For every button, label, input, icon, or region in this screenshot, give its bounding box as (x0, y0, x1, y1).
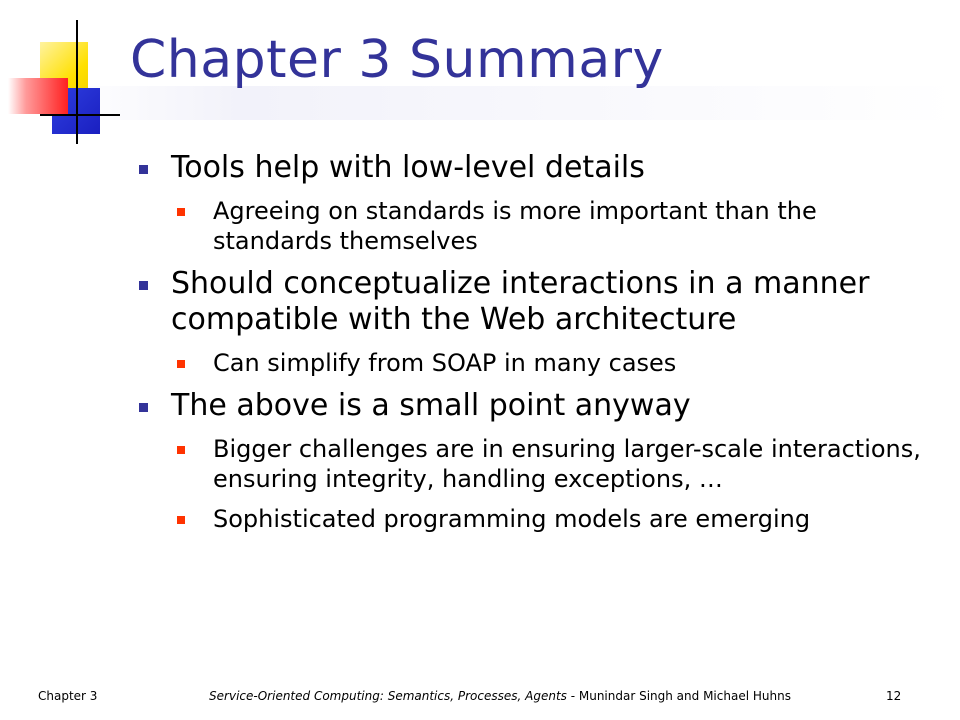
footer-chapter: Chapter 3 (38, 689, 98, 703)
slide-title: Chapter 3 Summary (130, 30, 664, 90)
bullet-item (136, 266, 936, 338)
sub-bullet-text: Agreeing on standards is more important than the standards themselves (213, 197, 817, 255)
template-logo-icon (0, 0, 140, 150)
bullet-text: Tools help with low-level details (171, 150, 645, 185)
footer-book-title: Service-Oriented Computing: Semantics, Processes, Agents (209, 689, 567, 703)
sub-bullet-text: Sophisticated programming models are emerging (213, 505, 811, 533)
square-bullet-icon (139, 403, 148, 412)
sub-bullet-item (176, 434, 936, 494)
square-bullet-icon (177, 446, 185, 454)
bullet-item (136, 150, 936, 186)
square-bullet-icon (177, 360, 185, 368)
bullet-text: Should conceptualize interactions in a manner compatible with the Web architecture (171, 266, 870, 337)
sub-bullet-text: Can simplify from SOAP in many cases (213, 349, 677, 377)
sub-bullet-item (176, 504, 936, 534)
logo-horizontal-line (40, 114, 120, 116)
slide-body (136, 150, 936, 544)
sub-bullet-text: Bigger challenges are in ensuring larger-scale interactions, ensuring integrity, handling exceptions, … (213, 435, 921, 493)
sub-bullet-item (176, 348, 936, 378)
square-bullet-icon (177, 208, 185, 216)
footer-citation (200, 689, 800, 703)
logo-vertical-line (76, 20, 78, 144)
bullet-item (136, 388, 936, 424)
square-bullet-icon (139, 281, 148, 290)
square-bullet-icon (139, 165, 148, 174)
page-number: 12 (886, 689, 902, 703)
sub-bullet-item (176, 196, 936, 256)
footer-authors: - Munindar Singh and Michael Huhns (566, 689, 791, 703)
bullet-text: The above is a small point anyway (171, 388, 691, 423)
logo-red-square (8, 78, 68, 114)
square-bullet-icon (177, 516, 185, 524)
title-underline-band (60, 86, 960, 120)
